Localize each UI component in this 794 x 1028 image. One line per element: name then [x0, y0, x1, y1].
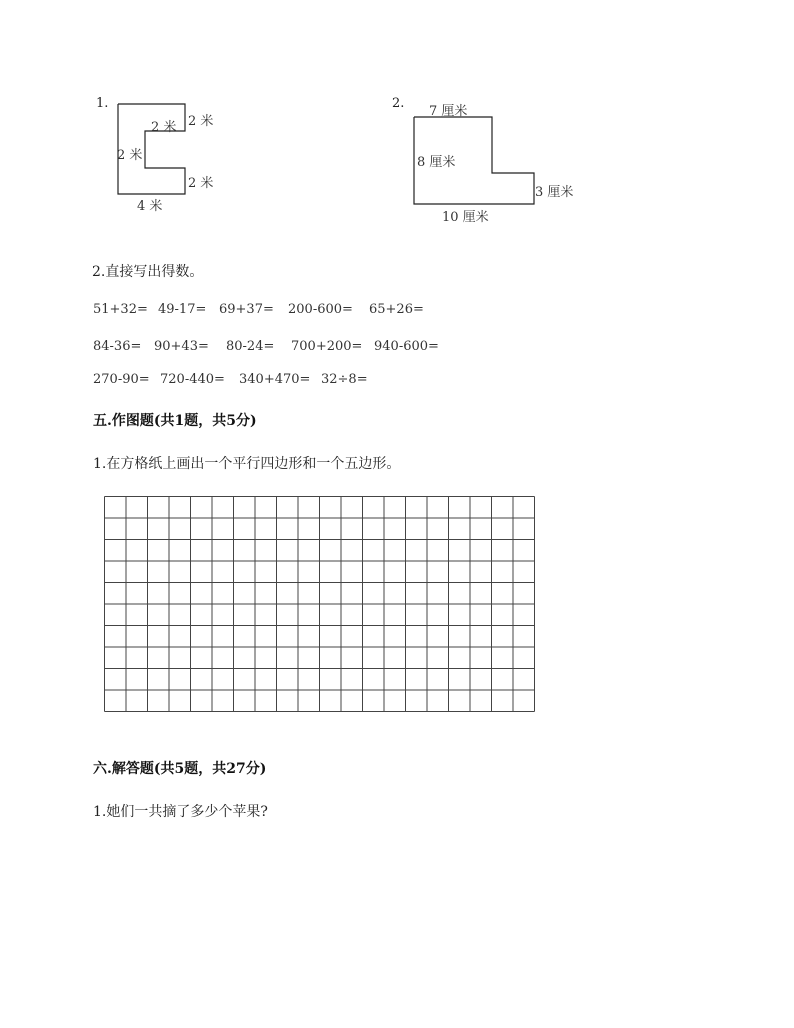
- equation: 65+26=: [369, 302, 424, 317]
- equation: 80-24=: [226, 339, 275, 354]
- equation: 340+470=: [239, 372, 311, 387]
- figure1-label-bottom-right: 2 米: [188, 176, 214, 191]
- equation: 940-600=: [374, 339, 439, 354]
- equation: 84-36=: [93, 339, 142, 354]
- figure1-number: 1.: [96, 96, 109, 111]
- section5-question1: 1.在方格纸上画出一个平行四边形和一个五边形。: [93, 456, 401, 472]
- section6-heading: 六.解答题(共5题，共27分): [93, 761, 267, 777]
- figure2-label-bottom: 10 厘米: [442, 210, 489, 225]
- equation: 51+32=: [93, 302, 148, 317]
- figure1-label-inner-left: 2 米: [117, 148, 143, 163]
- equation: 49-17=: [158, 302, 207, 317]
- figure1-label-bottom: 4 米: [137, 199, 163, 214]
- equation: 700+200=: [291, 339, 363, 354]
- graph-paper-grid[interactable]: [104, 496, 535, 712]
- figure2-number: 2.: [392, 96, 405, 111]
- section5-heading: 五.作图题(共1题，共5分): [93, 413, 257, 429]
- equation: 69+37=: [219, 302, 274, 317]
- figure1-label-inner-top: 2 米: [151, 120, 177, 135]
- calc-prompt: 2.直接写出得数。: [92, 264, 204, 280]
- figure2-label-right: 3 厘米: [535, 185, 574, 200]
- equation: 200-600=: [288, 302, 353, 317]
- equation: 90+43=: [154, 339, 209, 354]
- equation: 270-90=: [93, 372, 150, 387]
- figure2-label-top: 7 厘米: [429, 104, 468, 119]
- section6-question1: 1.她们一共摘了多少个苹果?: [93, 804, 268, 820]
- figure2-label-left: 8 厘米: [417, 155, 456, 170]
- figure1-label-top-right: 2 米: [188, 114, 214, 129]
- equation: 720-440=: [160, 372, 225, 387]
- figure2-shape: [0, 0, 794, 240]
- equation: 32÷8=: [321, 372, 368, 387]
